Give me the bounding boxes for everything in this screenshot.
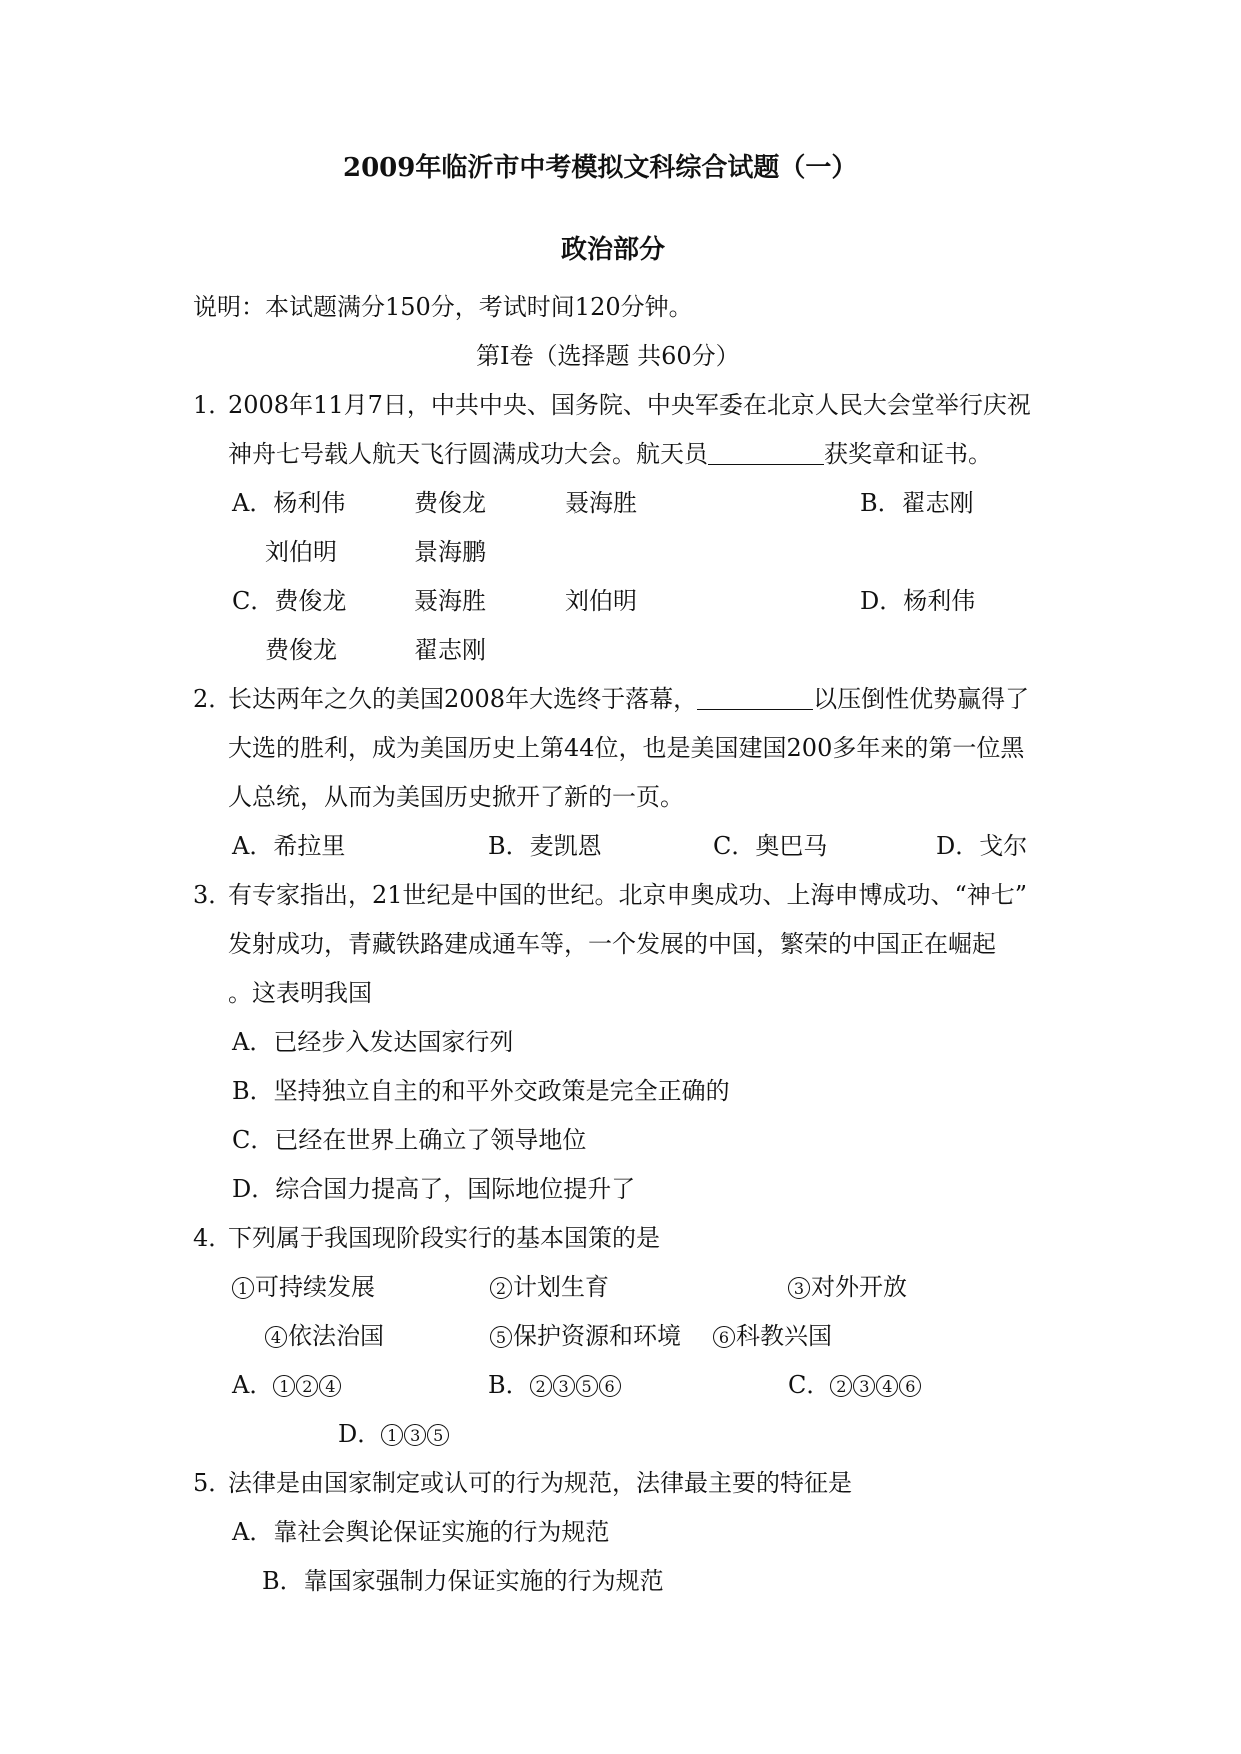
option-b: B．靠国家强制力保证实施的行为规范 [262, 1567, 664, 1595]
question-3-text-line1: 有专家指出，21世纪是中国的世纪。北京申奥成功、上海申博成功、“神七” [228, 881, 1028, 909]
option-label: B． [488, 1371, 530, 1399]
question-2-text-line1-end: 以压倒性优势赢得了 [813, 685, 1030, 713]
page-title: 2009年临沂市中考模拟文科综合试题（一） [343, 153, 858, 183]
circled-number: 5 [576, 1375, 598, 1397]
option-label: A． [232, 1371, 274, 1399]
option-a: A．希拉里 [232, 832, 346, 860]
question-1-number: 1． [193, 391, 233, 419]
option-b: B．坚持独立自主的和平外交政策是完全正确的 [232, 1077, 730, 1105]
option-a-name-2: 费俊龙 [414, 489, 486, 517]
policy-item [490, 1272, 609, 1302]
option-a-name-5: 景海鹏 [414, 538, 486, 566]
circled-number: 4 [876, 1375, 898, 1397]
option-a-name-3: 聂海胜 [565, 489, 637, 517]
answer-blank [708, 442, 824, 465]
option-d: D．杨利伟 [860, 587, 976, 615]
option-a: A．靠社会舆论保证实施的行为规范 [232, 1518, 610, 1546]
option-d [338, 1419, 450, 1449]
policy-item-text: 计划生育 [513, 1273, 609, 1301]
option-d: D．综合国力提高了，国际地位提升了 [232, 1175, 636, 1203]
section-heading: 政治部分 [561, 235, 666, 265]
circled-number: 1 [273, 1375, 295, 1397]
question-4-number: 4． [193, 1224, 233, 1252]
policy-item [265, 1321, 384, 1351]
option-a: A．杨利伟 [232, 489, 346, 517]
circled-number: 2 [296, 1375, 318, 1397]
instructions-text: 说明：本试题满分150分，考试时间120分钟。 [193, 293, 693, 321]
question-1-text-line2-start: 神舟七号载人航天飞行圆满成功大会。航天员 [228, 440, 708, 468]
circled-number: 6 [899, 1375, 921, 1397]
option-c: C．费俊龙 [232, 587, 347, 615]
option-a-name-4: 刘伯明 [265, 538, 337, 566]
option-d: D．戈尔 [936, 832, 1028, 860]
question-2-text-line3: 人总统，从而为美国历史掀开了新的一页。 [228, 783, 684, 811]
option-label: C． [788, 1371, 831, 1399]
volume-heading: 第Ⅰ卷（选择题 共60分） [476, 342, 740, 370]
option-a [232, 1370, 342, 1400]
option-b [488, 1370, 622, 1400]
policy-item [232, 1272, 375, 1302]
policy-item [788, 1272, 907, 1302]
policy-item-text: 保护资源和环境 [513, 1322, 681, 1350]
option-c: C．已经在世界上确立了领导地位 [232, 1126, 587, 1154]
question-3-number: 3． [193, 881, 233, 909]
circled-number: 5 [490, 1326, 512, 1348]
policy-item-text: 科教兴国 [736, 1322, 832, 1350]
option-label: D． [338, 1420, 382, 1448]
option-c-name-2: 聂海胜 [414, 587, 486, 615]
option-b: B．翟志刚 [860, 489, 974, 517]
circled-number: 3 [788, 1277, 810, 1299]
circled-number: 2 [830, 1375, 852, 1397]
option-c [788, 1370, 922, 1400]
option-a: A．已经步入发达国家行列 [232, 1028, 514, 1056]
question-2-text-line1-start: 长达两年之久的美国2008年大选终于落幕， [228, 685, 698, 713]
circled-number: 3 [853, 1375, 875, 1397]
circled-number: 6 [713, 1326, 735, 1348]
circled-number: 1 [381, 1424, 403, 1446]
policy-item-text: 依法治国 [288, 1322, 384, 1350]
circled-number: 3 [404, 1424, 426, 1446]
question-1-text-line2 [228, 439, 992, 469]
option-b: B．麦凯恩 [488, 832, 602, 860]
question-2-number: 2． [193, 685, 233, 713]
policy-item-text: 对外开放 [811, 1273, 907, 1301]
circled-number: 2 [490, 1277, 512, 1299]
question-3-text-line3: 。这表明我国 [228, 979, 372, 1007]
policy-item [490, 1321, 681, 1351]
question-1-text-line2-end: 获奖章和证书。 [824, 440, 992, 468]
circled-number: 2 [530, 1375, 552, 1397]
question-2-text-line1 [228, 684, 1029, 714]
circled-number: 3 [553, 1375, 575, 1397]
option-c-name-5: 翟志刚 [414, 636, 486, 664]
question-1-text-line1: 2008年11月7日，中共中央、国务院、中央军委在北京人民大会堂举行庆祝 [228, 391, 1031, 419]
policy-item-text: 可持续发展 [255, 1273, 375, 1301]
circled-number: 5 [427, 1424, 449, 1446]
question-3-text-line2: 发射成功，青藏铁路建成通车等，一个发展的中国，繁荣的中国正在崛起 [228, 930, 996, 958]
circled-number: 6 [599, 1375, 621, 1397]
question-5-number: 5． [193, 1469, 233, 1497]
option-c-name-4: 费俊龙 [265, 636, 337, 664]
option-c-name-3: 刘伯明 [565, 587, 637, 615]
circled-number: 4 [265, 1326, 287, 1348]
policy-item [713, 1321, 832, 1351]
question-5-text-line1: 法律是由国家制定或认可的行为规范，法律最主要的特征是 [228, 1469, 852, 1497]
question-4-text-line1: 下列属于我国现阶段实行的基本国策的是 [228, 1224, 660, 1252]
question-2-text-line2: 大选的胜利，成为美国历史上第44位，也是美国建国200多年来的第一位黑 [228, 734, 1025, 762]
answer-blank [697, 687, 813, 710]
option-c: C．奥巴马 [713, 832, 828, 860]
circled-number: 1 [232, 1277, 254, 1299]
circled-number: 4 [319, 1375, 341, 1397]
